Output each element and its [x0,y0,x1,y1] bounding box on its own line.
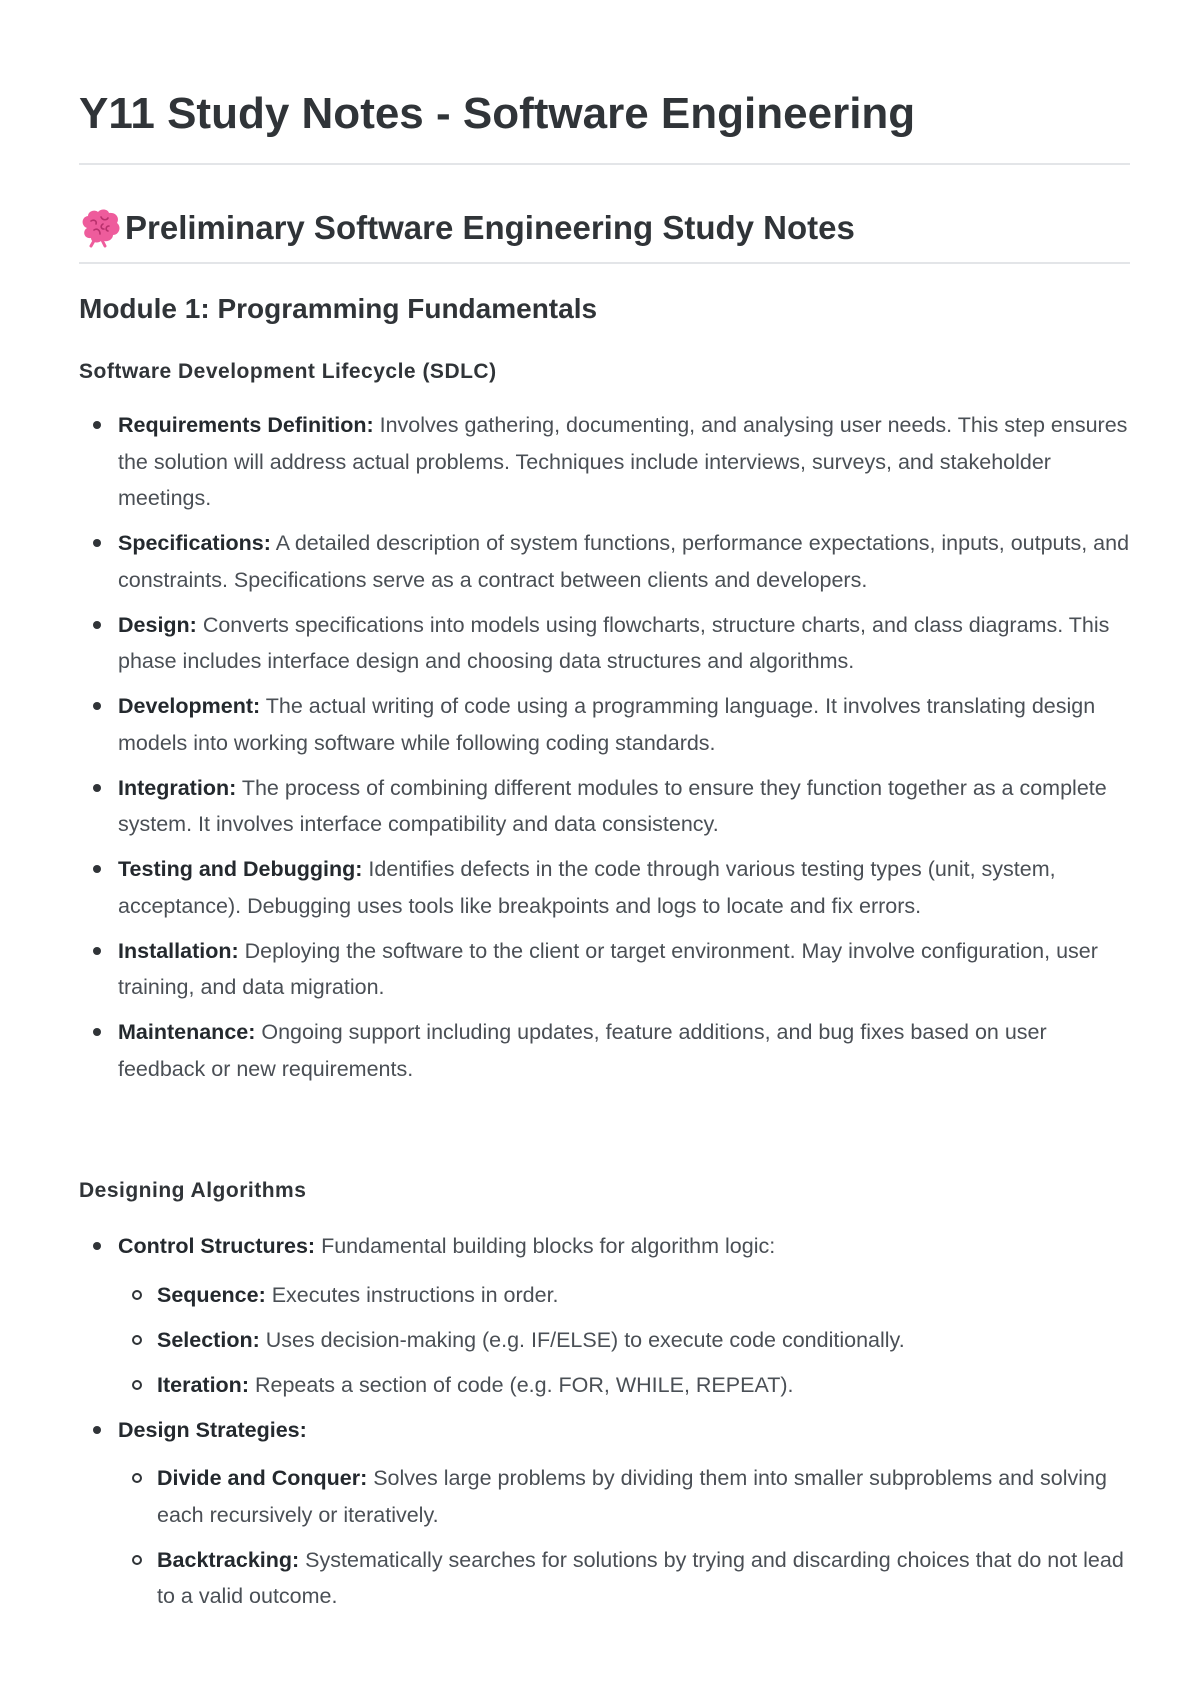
item-term: Integration: [118,775,237,800]
control-structures-item [79,1228,1130,1403]
sdlc-item-integration [79,770,1130,843]
subitem-divide-and-conquer [118,1460,1130,1533]
subitem-text: Systematically searches for solutions by trying and discarding choices that do not lead to a valid outcome. [157,1547,1124,1608]
sdlc-item-maintenance [79,1014,1130,1087]
sdlc-item-requirements [79,407,1130,517]
item-term: Design Strategies: [118,1417,307,1442]
subitem-iteration [118,1367,1130,1404]
sdlc-item-specifications [79,525,1130,598]
item-term: Installation: [118,938,239,963]
sdlc-item-design [79,607,1130,680]
sdlc-item-installation [79,933,1130,1006]
subitem-term: Backtracking: [157,1547,300,1572]
subitem-term: Iteration: [157,1372,249,1397]
subitem-term: Divide and Conquer: [157,1466,368,1490]
item-term: Design: [118,612,197,637]
item-term: Requirements Definition: [118,413,374,437]
subitem-text: Repeats a section of code (e.g. FOR, WHILE, REPEAT). [248,1372,794,1397]
section-heading [79,205,855,251]
page-title: Y11 Study Notes - Software Engineering [79,89,916,138]
item-term: Testing and Debugging: [118,857,363,881]
subitem-term: Selection: [157,1327,260,1352]
algorithms-list [79,1228,1130,1623]
item-text: A detailed description of system functions, performance expectations, inputs, outputs, and constraints. Specifications serve as a contract between clients and developers. [118,531,1130,592]
design-strategies-item [79,1412,1130,1615]
item-text: Converts specifications into models using flowcharts, structure charts, and class diagrams. This phase includes interface design and choosing data structures and algorithms. [118,612,1110,673]
title-divider [79,163,1130,165]
subitem-backtracking [118,1542,1130,1615]
section-heading-text: Preliminary Software Engineering Study Notes [125,209,855,246]
subitem-text: Solves large problems by dividing them into smaller subproblems and solving each recursively or iteratively. [157,1466,1107,1527]
design-strategies-sublist [118,1460,1130,1615]
sdlc-heading: Software Development Lifecycle (SDLC) [79,360,497,383]
subitem-term: Sequence: [157,1282,266,1307]
subitem-text: Executes instructions in order. [265,1282,559,1307]
sdlc-list [79,407,1130,1096]
subitem-sequence [118,1277,1130,1314]
section-divider [79,262,1130,264]
algorithms-heading: Designing Algorithms [79,1179,307,1202]
item-text: The actual writing of code using a programming language. It involves translating design models into working software while following coding standards. [118,694,1096,755]
item-text: Ongoing support including updates, feature additions, and bug fixes based on user feedback or new requirements. [118,1020,1047,1081]
item-term: Development: [118,694,261,718]
subitem-text: Uses decision-making (e.g. IF/ELSE) to execute code conditionally. [259,1327,905,1352]
item-text: Fundamental building blocks for algorithm logic: [315,1234,776,1258]
control-structures-sublist [118,1277,1130,1404]
sdlc-item-development [79,688,1130,761]
brain-icon [79,208,123,248]
subitem-selection [118,1322,1130,1359]
item-term: Specifications: [118,531,271,555]
module-title: Module 1: Programming Fundamentals [79,293,598,324]
item-text: The process of combining different modules to ensure they function together as a complete system. It involves interface compatibility and data consistency. [118,775,1107,836]
item-text: Involves gathering, documenting, and analysing user needs. This step ensures the solution will address actual problems. Techniques include interviews, surveys, and stakeholder meetings. [118,413,1128,510]
item-term: Maintenance: [118,1020,256,1044]
item-text: Identifies defects in the code through various testing types (unit, system, acceptance). Debugging uses tools like breakpoints and logs to locate and fix errors. [118,857,1056,918]
item-term: Control Structures: [118,1234,316,1258]
item-text: Deploying the software to the client or target environment. May involve configuration, user training, and data migration. [118,938,1098,999]
sdlc-item-testing [79,851,1130,924]
